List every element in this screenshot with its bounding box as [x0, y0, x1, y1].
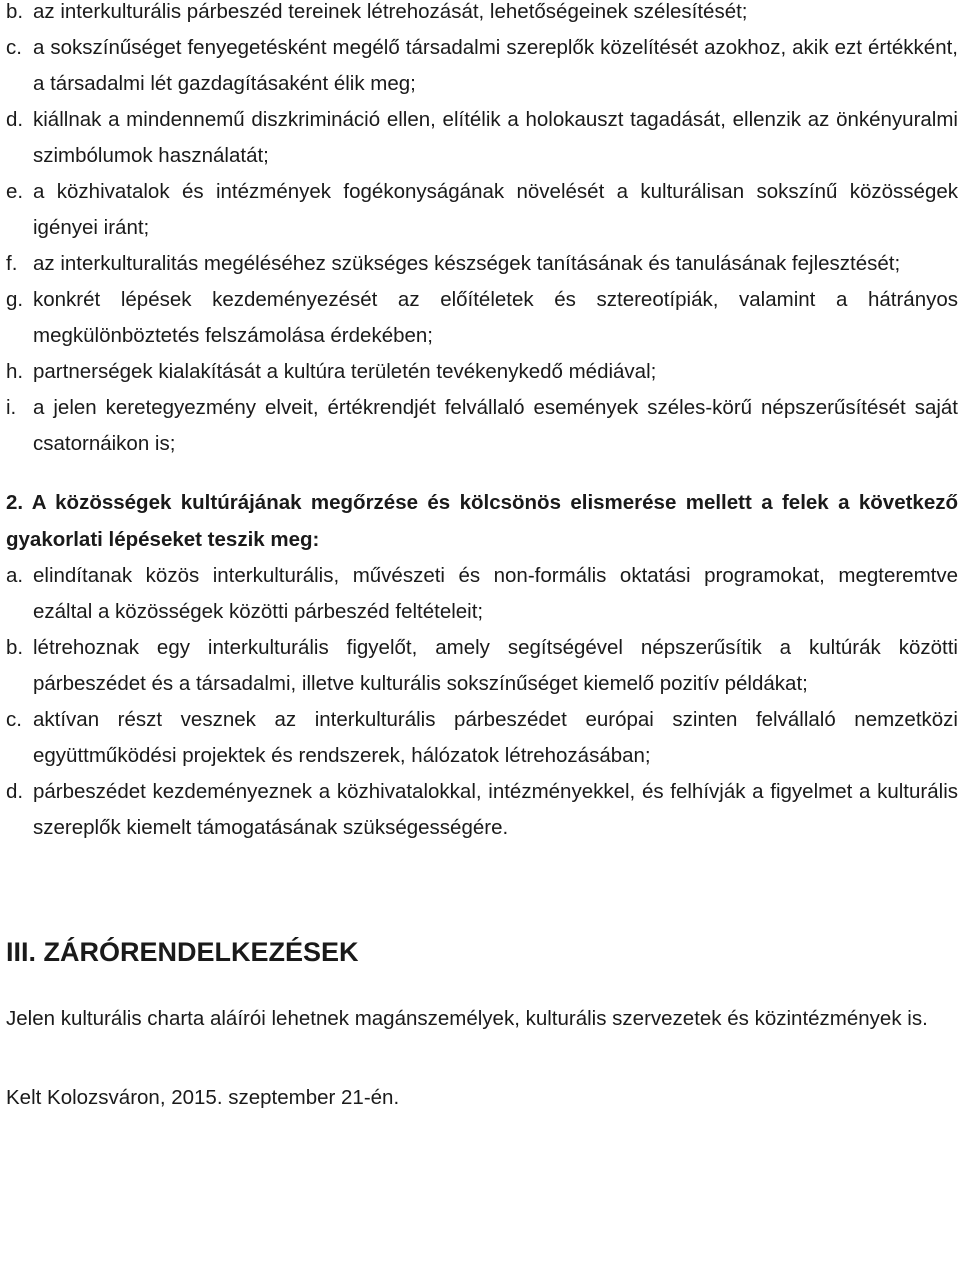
list-item-text: partnerségek kialakítását a kultúra területén tevékenykedő médiával;: [33, 360, 657, 383]
list-marker: g.: [6, 288, 24, 311]
list-item-text: az interkulturalitás megéléséhez szükséges készségek tanításának és tanulásának fejlesztését;: [33, 252, 901, 275]
list-marker: a.: [6, 564, 24, 587]
list-item-h: [6, 354, 958, 390]
list-marker: i.: [6, 396, 17, 419]
date-line: Kelt Kolozsváron, 2015. szeptember 21-én.: [6, 1086, 400, 1109]
closing-paragraph: Jelen kulturális charta aláírói lehetnek magánszemélyek, kulturális szervezetek és közintézmények is.: [6, 1007, 928, 1030]
list-marker: c.: [6, 36, 22, 59]
list-item-d: [6, 102, 958, 174]
chapter-title: III. ZÁRÓRENDELKEZÉSEK: [6, 937, 359, 967]
list-item-b: [6, 630, 958, 702]
list-marker: d.: [6, 780, 24, 803]
list-item-c: [6, 702, 958, 774]
list-marker: b.: [6, 0, 24, 23]
list-item-text: a sokszínűséget fenyegetésként megélő társadalmi szereplők közelítését azokhoz, akik ezt értékként, a társadalmi lét gazdagításaként élik meg;: [33, 36, 958, 95]
list-two: [6, 558, 958, 846]
list-item-i: [6, 390, 958, 462]
list-item-d: [6, 774, 958, 846]
document-page: [6, 0, 958, 1116]
list-one: [6, 0, 958, 462]
list-item-text: aktívan részt vesznek az interkulturális párbeszédet európai szinten felvállaló nemzetközi együttműködési projektek és rendszerek, hálózatok létrehozásában;: [33, 708, 958, 767]
list-item-a: [6, 558, 958, 630]
list-marker: e.: [6, 180, 24, 203]
list-item-text: konkrét lépések kezdeményezését az előítéletek és sztereotípiák, valamint a hátrányos megkülönböztetés felszámolása érdekében;: [33, 288, 958, 347]
list-item-text: kiállnak a mindennemű diszkrimináció ellen, elítélik a holokauszt tagadását, ellenzik az önkényuralmi szimbólumok használatát;: [33, 108, 958, 167]
list-marker: d.: [6, 108, 24, 131]
list-item-text: az interkulturális párbeszéd tereinek létrehozását, lehetőségeinek szélesítését;: [33, 0, 748, 23]
list-item-text: a közhivatalok és intézmények fogékonyságának növelését a kulturálisan sokszínű közösségek igényei iránt;: [33, 180, 958, 239]
list-marker: f.: [6, 252, 18, 275]
list-marker: b.: [6, 636, 24, 659]
list-item-text: létrehoznak egy interkulturális figyelőt, amely segítségével népszerűsítik a kultúrák közötti párbeszédet és a társadalmi, illetve kulturális sokszínűséget kiemelő pozitív példákat;: [33, 636, 958, 695]
list-item-text: párbeszédet kezdeményeznek a közhivatalokkal, intézményekkel, és felhívják a figyelmet a kulturális szereplők kiemelt támogatásának szükségességére.: [33, 780, 958, 839]
list-marker: h.: [6, 360, 24, 383]
list-marker: c.: [6, 708, 22, 731]
list-item-e: [6, 174, 958, 246]
list-item-text: elindítanak közös interkulturális, művészeti és non-formális oktatási programokat, megteremtve ezáltal a közösségek közötti párbeszéd feltételeit;: [33, 564, 958, 623]
list-item-b: [6, 0, 958, 30]
list-item-text: a jelen keretegyezmény elveit, értékrendjét felvállaló események széles-körű népszerűsítését saját csatornáikon is;: [33, 396, 958, 455]
list-item-f: [6, 246, 958, 282]
section-two-heading: 2. A közösségek kultúrájának megőrzése és kölcsönös elismerése mellett a felek a következő gyakorlati lépéseket teszik meg:: [6, 491, 958, 551]
list-item-c: [6, 30, 958, 102]
list-item-g: [6, 282, 958, 354]
